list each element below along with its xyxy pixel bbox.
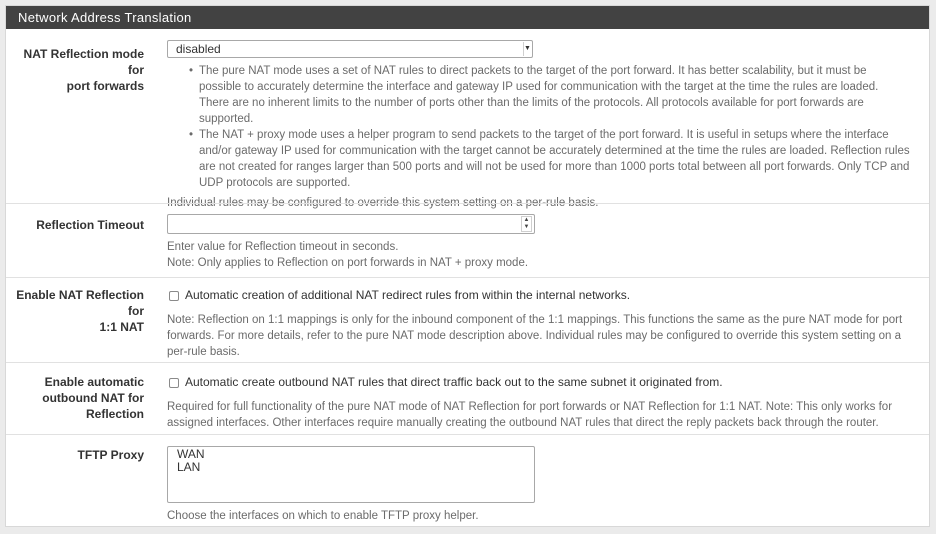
auto-outbound-nat-checkbox[interactable] [169,378,179,388]
auto-outbound-nat-option [167,374,911,390]
spinner-icon[interactable]: ▲ ▼ [521,216,532,232]
tftp-proxy-option-lan[interactable]: LAN [177,460,201,474]
nat-reflection-1to1-help: Note: Reflection on 1:1 mappings is only for the inbound component of the 1:1 mappings. This functions the same as the pure NAT mode for port forwards. For more details, refer to the pure NAT mode description above. Individual rules may be configured to override this system setting on a per-rule basis. [167,314,903,358]
auto-outbound-nat-row [6,362,929,435]
nat-proxy-description: • The NAT + proxy mode uses a helper program to send packets to the target of the port forward. It is useful in setups where the interface and/or gateway IP used for communication with the target cannot be accurately determined at the time the rules are loaded. Reflection rules are not created for ranges larger than 500 ports and will not be used for more than 1000 ports total between all port forwards. Only TCP and UDP protocols are supported. [189,129,910,189]
pure-nat-description: • The pure NAT mode uses a set of NAT rules to direct packets to the target of the port forward. It has better scalability, but it must be possible to accurately determine the interface and gateway IP used for communication with the target at the time the rules are loaded. There are no inherent limits to the number of ports other than the limits of the protocols. All protocols available for port forwards are supported. [189,65,879,125]
reflection-timeout-input[interactable] [167,214,535,234]
nat-reflection-mode-label: NAT Reflection mode for port forwards [23,47,144,93]
nat-reflection-1to1-checkbox-label[interactable]: Automatic creation of additional NAT redirect rules from within the internal networks. [185,288,631,302]
reflection-timeout-row [6,203,929,278]
tftp-proxy-row [6,434,929,527]
tftp-proxy-interfaces-listbox[interactable] [167,446,535,503]
nat-settings-panel [5,5,930,527]
nat-reflection-1to1-checkbox[interactable] [169,291,179,301]
tftp-proxy-label: TFTP Proxy [77,448,144,462]
nat-reflection-mode-select[interactable] [167,40,533,58]
auto-outbound-nat-checkbox-label[interactable]: Automatic create outbound NAT rules that direct traffic back out to the same subnet it originated from. [185,375,723,389]
auto-outbound-nat-help: Required for full functionality of the pure NAT mode of NAT Reflection for port forwards or NAT Reflection for 1:1 NAT. Note: This only works for assigned interfaces. Other interfaces require manually creating the outbound NAT rules that direct the reply packets back through the router. [167,401,893,429]
nat-reflection-1to1-label: Enable NAT Reflection for 1:1 NAT [16,288,144,334]
tftp-proxy-help: Choose the interfaces on which to enable TFTP proxy helper. [167,510,479,522]
panel-title: Network Address Translation [6,6,929,29]
dropdown-arrow-icon: ▼ [523,42,531,56]
reflection-timeout-help: Enter value for Reflection timeout in seconds. [167,241,399,253]
reflection-timeout-label: Reflection Timeout [36,218,144,232]
reflection-timeout-note: Note: Only applies to Reflection on port forwards in NAT + proxy mode. [167,257,529,269]
nat-mode-override-note: Individual rules may be configured to override this system setting on a per-rule basis. [167,197,599,209]
nat-reflection-mode-value: disabled [176,42,221,56]
nat-reflection-mode-row [6,29,929,209]
nat-mode-descriptions [167,63,911,191]
auto-outbound-nat-label: Enable automatic outbound NAT for Reflection [42,375,144,421]
tftp-proxy-option-wan[interactable]: WAN [177,447,205,461]
nat-reflection-1to1-option [167,287,911,303]
nat-reflection-1to1-row [6,277,929,363]
